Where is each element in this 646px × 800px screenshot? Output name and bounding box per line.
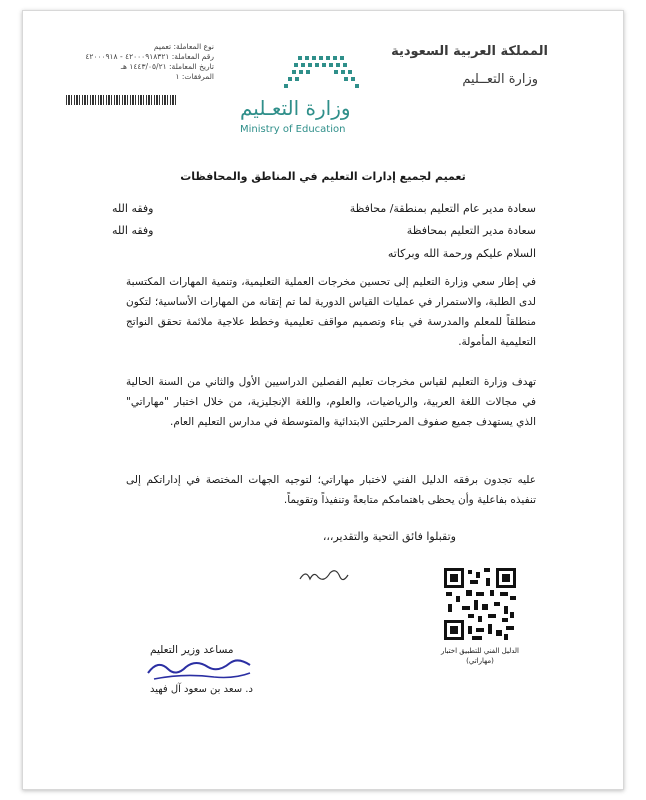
paragraph-3: عليه تجدون برفقه الدليل الفني لاختبار مهاراتي؛ لتوجيه الجهات المختصة في إداراتكم إلى تنفيذه بفاعلية وأن يحظى باهتمامكم متابعةً وتنفيذاً وتقويماً. bbox=[126, 474, 536, 506]
transaction-attachments: المرفقات: ١ bbox=[175, 72, 214, 81]
addressee-2: سعادة مدير التعليم بمحافظة bbox=[406, 224, 536, 237]
logo-text-arabic: وزارة التعـليم bbox=[240, 96, 351, 120]
signatory-name: د. سعد بن سعود آل فهيد bbox=[150, 684, 253, 695]
transaction-meta bbox=[64, 42, 214, 82]
closing: وتقبلوا فائق التحية والتقدير،،، bbox=[322, 530, 456, 543]
qr-code-icon bbox=[444, 568, 516, 640]
blessing-1: وفقه الله bbox=[112, 202, 154, 215]
barcode-icon bbox=[66, 95, 176, 105]
ministry-heading: وزارة التعــليم bbox=[462, 72, 538, 87]
logo-text-english: Ministry of Education bbox=[240, 124, 346, 135]
initials-scrawl-icon bbox=[296, 565, 352, 585]
letter-subject: تعميم لجميع إدارات التعليم في المناطق والمحافظات bbox=[180, 170, 466, 183]
transaction-type: نوع المعاملة: تعميم bbox=[153, 42, 214, 51]
blessing-2: وفقه الله bbox=[112, 224, 154, 237]
qr-caption: الدليل الفني للتطبيق اختبار (مهاراتي) bbox=[441, 647, 519, 665]
paragraph-2: تهدف وزارة التعليم لقياس مخرجات تعليم الفصلين الدراسيين الأول والثاني من السنة الحالية في مجالات اللغة العربية، والرياضيات، والعلوم، واللغة الإنجليزية، من خلال اختبار "مهاراتي" الذي يستهدف جميع صفوف المرحلتين الابتدائية والمتوسطة في مدارس التعليم العام. bbox=[126, 376, 536, 428]
transaction-number: رقم المعاملة: ٤٢٠٠٠٩١٨٣٢١ - ٤٢٠٠٠٩١٨ bbox=[85, 52, 214, 61]
salutation: السلام عليكم ورحمة الله وبركاته bbox=[387, 247, 536, 260]
addressee-1: سعادة مدير عام التعليم بمنطقة/ محافظة bbox=[349, 202, 536, 215]
signatory-title: مساعد وزير التعليم bbox=[150, 644, 234, 656]
transaction-date: تاريخ المعاملة: ١٤٤٣/٠٥/٢١ هـ bbox=[120, 62, 214, 71]
kingdom-heading: المملكة العربية السعودية bbox=[391, 44, 548, 59]
paragraph-1: في إطار سعي وزارة التعليم إلى تحسين مخرجات العملية التعليمية، وتنمية المهارات المكتسبة لدى الطلبة، والاستمرار في عمليات القياس الدورية لما تم إتقانه من المهارات الأساسية؛ لتكون منطلقاً للمعلم والمدرسة في بناء وتصميم مواقف تعليمية وخطط علاجية ملائمة تحقق النواتج التعليمية المأمولة. bbox=[126, 276, 536, 348]
signature-icon bbox=[144, 655, 254, 687]
